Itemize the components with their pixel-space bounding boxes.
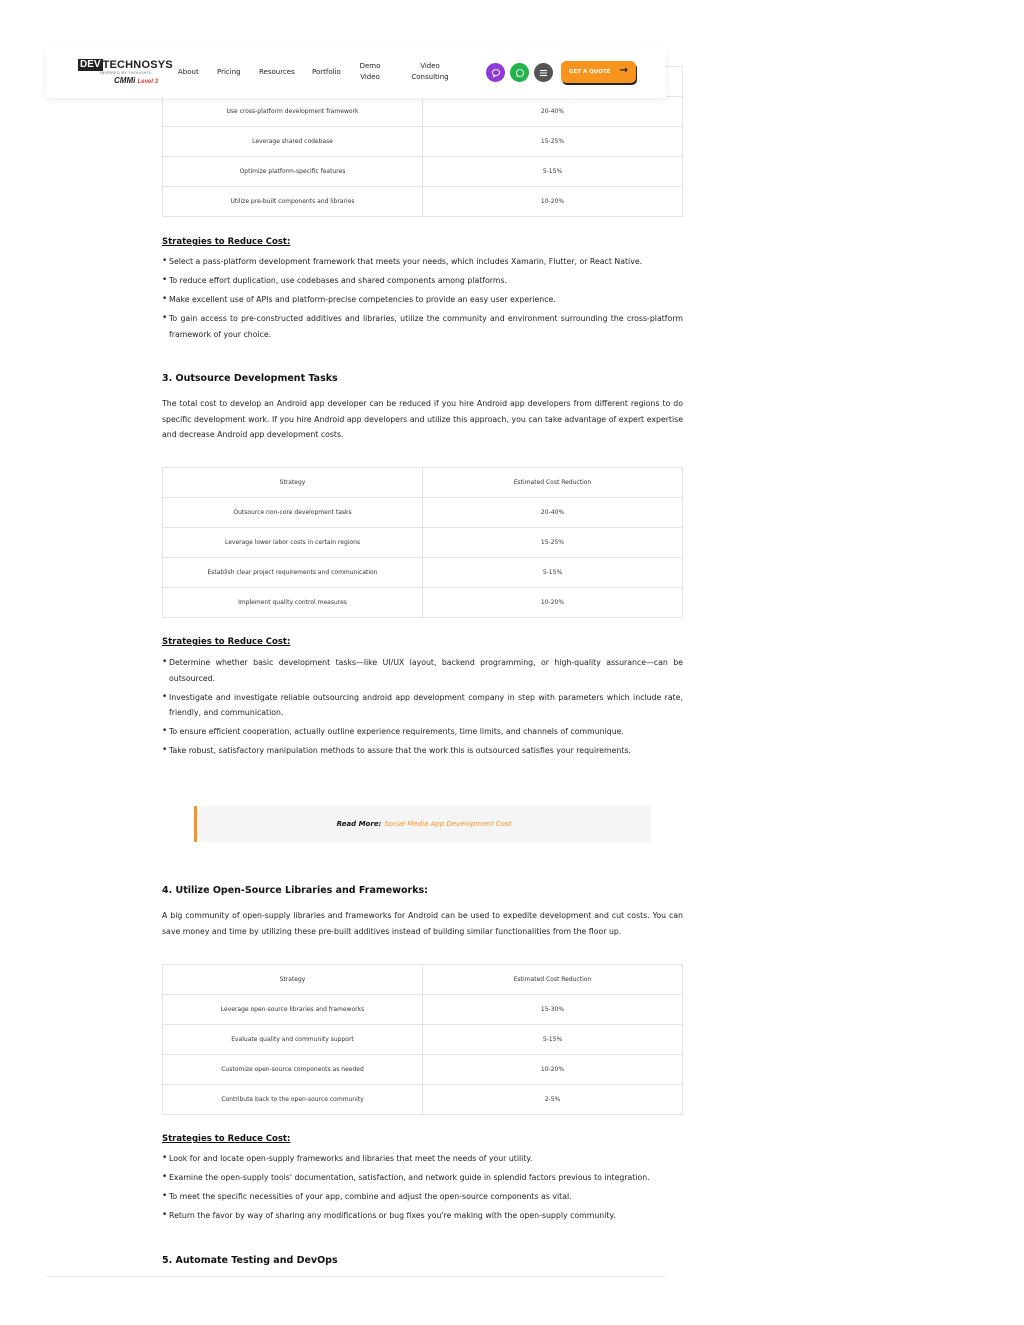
table-row: [163, 187, 683, 217]
list-item: • Take robust, satisfactory manipulation methods to assure that the work this is outsourced satisfies your requirements.: [162, 743, 683, 759]
list-item: • Make excellent use of APIs and platform-precise competencies to provide an easy user experience.: [162, 292, 683, 308]
strategies-heading: Strategies to Reduce Cost:: [162, 1134, 291, 1144]
table-cell: 10-20%: [423, 1055, 683, 1085]
cost-table-open-source: [162, 964, 683, 1115]
table-cell: Leverage shared codebase: [163, 127, 423, 157]
table-header: Estimated Cost Reduction: [423, 965, 683, 995]
table-row: [163, 127, 683, 157]
table-header-row: [163, 965, 683, 995]
table-row: [163, 528, 683, 558]
section-title: 4. Utilize Open-Source Libraries and Frameworks:: [162, 885, 428, 896]
get-a-quote-button[interactable]: [561, 61, 636, 83]
table-cell: 5-15%: [423, 1025, 683, 1055]
table-cell: 20-40%: [423, 97, 683, 127]
menu-icon[interactable]: [534, 63, 553, 82]
table-cell: 5-15%: [423, 157, 683, 187]
table-cell: 5-15%: [423, 558, 683, 588]
section-paragraph: A big community of open-supply libraries and frameworks for Android can be used to expedite development and cut costs. You can save money and time by utilizing these pre-built additives instead of building similar functionalities from the floor up.: [162, 911, 683, 936]
table-cell: 2-5%: [423, 1085, 683, 1115]
quote-label: GET A QUOTE: [569, 69, 611, 75]
strategies-list: [162, 655, 683, 762]
table-row: [163, 498, 683, 528]
logo-techsys: TECHNOSYS: [102, 59, 173, 71]
logo-dev: DEV: [80, 59, 101, 70]
site-header: [46, 46, 666, 98]
strategies-list: [162, 254, 683, 346]
table-header: Strategy: [163, 965, 423, 995]
list-item: • Investigate and investigate reliable outsourcing android app development company in step with parameters which include rate, friendly, and communication.: [162, 690, 683, 721]
cmmi-badge: [114, 76, 158, 85]
nav-resources[interactable]: Resources: [259, 68, 295, 76]
list-item: • Look for and locate open-supply frameworks and libraries that meet the needs of your utility.: [162, 1151, 683, 1167]
table-cell: 15-30%: [423, 995, 683, 1025]
whatsapp-icon[interactable]: [510, 63, 529, 82]
list-item: • Return the favor by way of sharing any modifications or bug fixes you're making with the open-supply community.: [162, 1208, 683, 1224]
table-cell: 20-40%: [423, 498, 683, 528]
arrow-right-icon: →: [619, 65, 628, 76]
table-row: [163, 1085, 683, 1115]
cost-table-outsource: [162, 467, 683, 618]
table-cell: 15-25%: [423, 127, 683, 157]
nav-demo-video[interactable]: Demo Video: [359, 62, 381, 81]
table-row: [163, 558, 683, 588]
table-row: [163, 1055, 683, 1085]
list-item: • To meet the specific necessities of your app, combine and adjust the open-source components as vital.: [162, 1189, 683, 1205]
table-cell: Implement quality control measures: [163, 588, 423, 618]
read-more-callout: [194, 806, 651, 842]
table-cell: Optimize platform-specific features: [163, 157, 423, 187]
read-more-label: Read More:: [336, 820, 382, 828]
strategies-heading: Strategies to Reduce Cost:: [162, 237, 291, 247]
logo-tagline: INSPIRED BY THOUGHTS: [100, 71, 152, 75]
list-item: • To ensure efficient cooperation, actually outline experience requirements, time limits, and channels of communique.: [162, 724, 683, 740]
chat-icon[interactable]: [486, 63, 505, 82]
table-header-row: [163, 468, 683, 498]
list-item: • To reduce effort duplication, use codebases and shared components among platforms.: [162, 273, 683, 289]
devtechnosys-logo[interactable]: [78, 59, 173, 85]
list-item: • Determine whether basic development tasks—like UI/UX layout, backend programming, or high-quality assurance—can be outsourced.: [162, 655, 683, 686]
strategies-list: [162, 1151, 683, 1227]
strategies-heading: Strategies to Reduce Cost:: [162, 637, 291, 647]
table-cell: Establish clear project requirements and communication: [163, 558, 423, 588]
divider: [46, 1276, 666, 1277]
table-row: [163, 588, 683, 618]
table-cell: Outsource non-core development tasks: [163, 498, 423, 528]
list-item: • Examine the open-supply tools' documentation, satisfaction, and network guide in splendid factors previous to integration.: [162, 1170, 683, 1186]
table-row: [163, 157, 683, 187]
table-cell: Customize open-source components as needed: [163, 1055, 423, 1085]
table-cell: Leverage lower labor costs in certain regions: [163, 528, 423, 558]
section-paragraph: The total cost to develop an Android app developer can be reduced if you hire Android app developers from different regions to do specific development work. If you hire Android app developers and utilize this approach, you can take advantage of expert expertise and decrease Android app development costs.: [162, 399, 683, 439]
nav-pricing[interactable]: Pricing: [217, 68, 241, 76]
section-title: 3. Outsource Development Tasks: [162, 373, 338, 384]
table-cell: Utilize pre-built components and libraries: [163, 187, 423, 217]
cmmi-level: Level 3: [137, 79, 158, 85]
list-item: • To gain access to pre-constructed additives and libraries, utilize the community and environment surrounding the cross-platform framework of your choice.: [162, 311, 683, 342]
table-row: [163, 97, 683, 127]
table-cell: 10-20%: [423, 187, 683, 217]
nav-about[interactable]: About: [178, 68, 199, 76]
table-row: [163, 1025, 683, 1055]
table-cell: Use cross-platform development framework: [163, 97, 423, 127]
nav-portfolio[interactable]: Portfolio: [312, 68, 341, 76]
list-item: • Select a pass-platform development framework that meets your needs, which includes Xamarin, Flutter, or React Native.: [162, 254, 683, 270]
cmmi-text: CMMi: [114, 76, 136, 85]
read-more-link[interactable]: Social Media App Development Cost: [384, 820, 512, 828]
table-cell: Leverage open-source libraries and frameworks: [163, 995, 423, 1025]
table-row: [163, 995, 683, 1025]
table-cell: Evaluate quality and community support: [163, 1025, 423, 1055]
table-header: Estimated Cost Reduction: [423, 468, 683, 498]
section-title: 5. Automate Testing and DevOps: [162, 1255, 338, 1266]
table-cell: 10-20%: [423, 588, 683, 618]
table-cell: Contribute back to the open-source community: [163, 1085, 423, 1115]
table-header: Strategy: [163, 468, 423, 498]
nav-video-consulting[interactable]: Video Consulting: [411, 62, 449, 81]
table-cell: 15-25%: [423, 528, 683, 558]
